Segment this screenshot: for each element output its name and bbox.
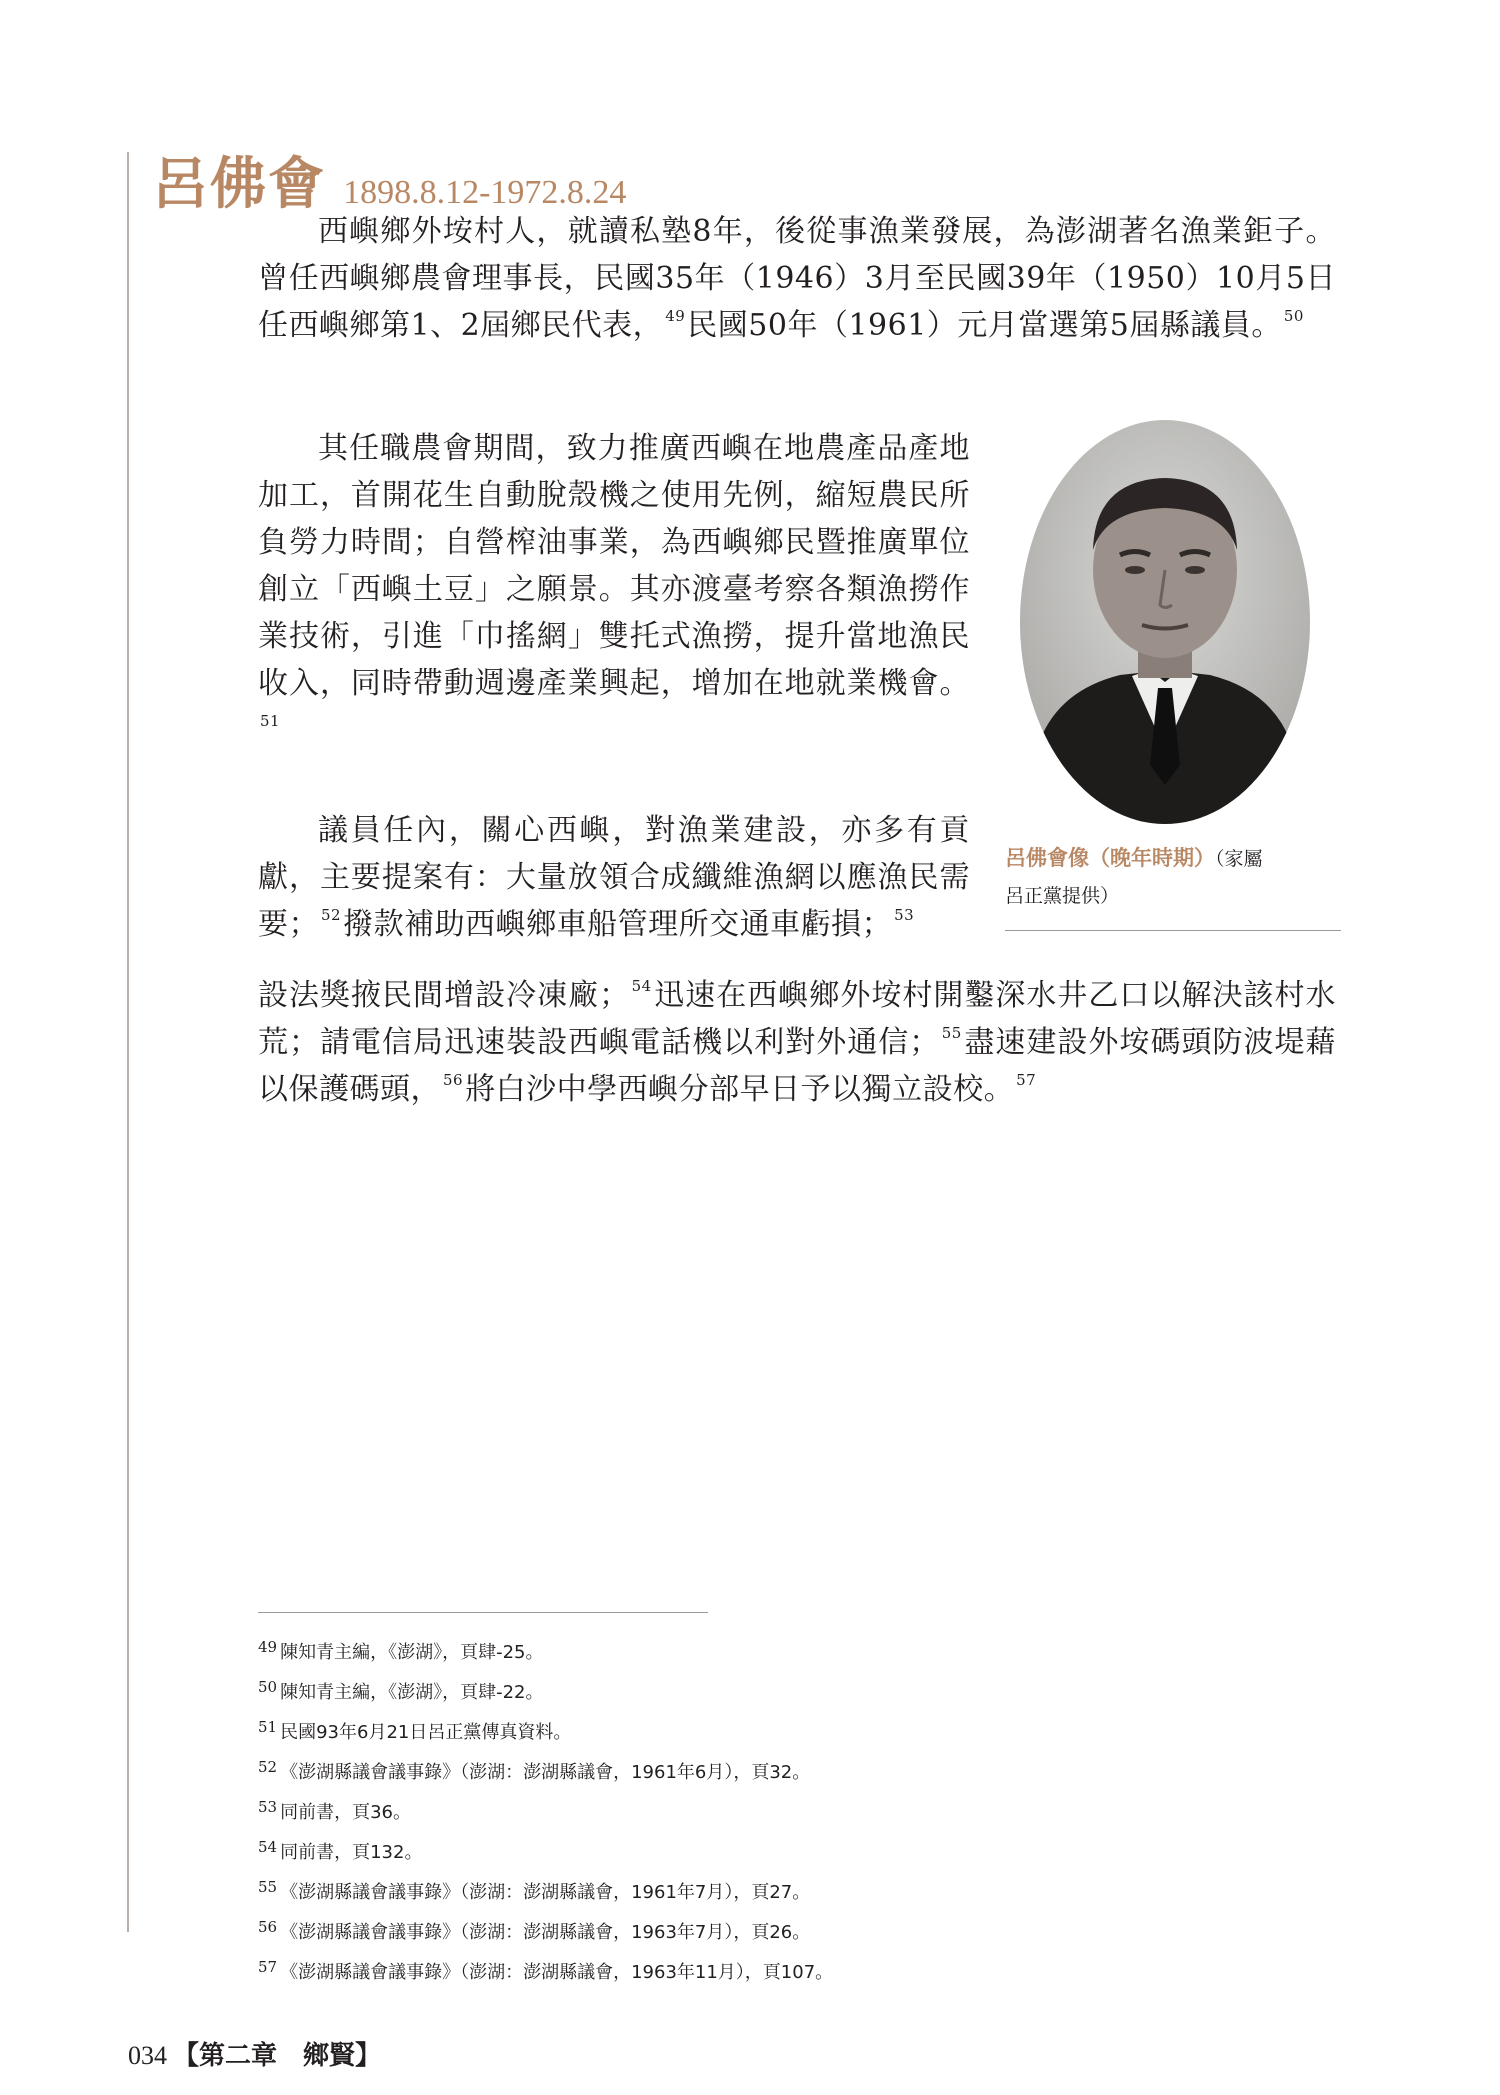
life-dates: 1898.8.12-1972.8.24 <box>343 174 627 211</box>
caption-title: 呂佛會像（晚年時期） <box>1005 846 1215 870</box>
footnote-text: 《澎湖縣議會議事錄》（澎湖：澎湖縣議會，1963年7月），頁26。 <box>280 1922 811 1943</box>
caption-divider <box>1005 930 1341 931</box>
footnote-item <box>258 1950 1158 1990</box>
footnote-text: 同前書，頁132。 <box>280 1842 423 1863</box>
footnote-item <box>258 1750 1158 1790</box>
footnote-item <box>258 1910 1158 1950</box>
footnote-ref[interactable]: 49 <box>665 307 686 325</box>
portrait-illustration <box>1020 420 1310 825</box>
paragraph-3-start <box>258 807 970 948</box>
paragraph-text: 將白沙中學西嶼分部早日予以獨立設校。 <box>465 1072 1015 1107</box>
footnote-number: 51 <box>258 1718 278 1736</box>
footnote-item <box>258 1870 1158 1910</box>
caption-credit-cont: 呂正黨提供） <box>1005 885 1120 907</box>
footnote-ref[interactable]: 54 <box>631 977 652 995</box>
paragraph-text: 議員任內，關心西嶼，對漁業建設，亦多有貢獻，主要提案有：大量放領合成纖維漁網以應漁民需要； <box>258 813 970 942</box>
footnote-text: 民國93年6月21日呂正黨傳真資料。 <box>280 1722 572 1743</box>
portrait-photo <box>1020 420 1310 825</box>
paragraph-text: 撥款補助西嶼鄉車船管理所交通車虧損； <box>343 907 893 942</box>
footnote-number: 50 <box>258 1678 278 1696</box>
footnote-ref[interactable]: 50 <box>1283 307 1304 325</box>
footnote-divider <box>258 1612 708 1613</box>
caption-credit: （家屬 <box>1215 848 1263 870</box>
paragraph-2 <box>258 425 970 754</box>
footnote-text: 《澎湖縣議會議事錄》（澎湖：澎湖縣議會，1961年7月），頁27。 <box>280 1882 811 1903</box>
footnote-text: 《澎湖縣議會議事錄》（澎湖：澎湖縣議會，1961年6月），頁32。 <box>280 1762 811 1783</box>
footnote-number: 54 <box>258 1838 278 1856</box>
footnote-item <box>258 1670 1158 1710</box>
paragraph-text: 其任職農會期間，致力推廣西嶼在地農產品產地加工，首開花生自動脫殼機之使用先例，縮短農民所負勞力時間；自營榨油事業，為西嶼鄉民暨推廣單位創立「西嶼土豆」之願景。其亦渡臺考察各類漁撈作業技術，引進「巾搖網」雙托式漁撈，提升當地漁民收入，同時帶動週邊產業興起，增加在地就業機會。 <box>258 431 970 701</box>
footnote-number: 55 <box>258 1878 278 1896</box>
footnote-list <box>258 1630 1158 1990</box>
page-footer <box>128 2035 381 2072</box>
footnote-text: 《澎湖縣議會議事錄》（澎湖：澎湖縣議會，1963年11月），頁107。 <box>280 1962 834 1983</box>
footnote-number: 49 <box>258 1638 278 1656</box>
paragraph-3-end <box>258 972 1336 1113</box>
footnote-item <box>258 1790 1158 1830</box>
person-name: 呂佛會 <box>152 151 326 217</box>
paragraph-text: 民國50年（1961）元月當選第5屆縣議員。 <box>687 308 1282 343</box>
photo-caption <box>1005 840 1335 914</box>
margin-rule <box>127 152 129 1932</box>
page-number: 034 <box>128 2041 167 2070</box>
footnote-item <box>258 1630 1158 1670</box>
footnote-text: 陳知青主編，《澎湖》，頁肆-22。 <box>280 1682 544 1703</box>
footnote-number: 53 <box>258 1798 278 1816</box>
footnote-ref[interactable]: 55 <box>941 1024 962 1042</box>
footnote-text: 陳知青主編，《澎湖》，頁肆-25。 <box>280 1642 544 1663</box>
footnote-ref[interactable]: 52 <box>321 906 342 924</box>
footnote-number: 57 <box>258 1958 278 1976</box>
footnote-ref[interactable]: 56 <box>443 1071 464 1089</box>
footnote-ref[interactable]: 57 <box>1016 1071 1037 1089</box>
paragraph-text: 盡速建設外垵碼頭防波堤藉以保護碼頭， <box>258 1025 1337 1107</box>
footnote-ref[interactable]: 51 <box>260 712 281 730</box>
paragraph-1 <box>258 208 1336 349</box>
footnote-number: 56 <box>258 1918 278 1936</box>
paragraph-text: 迅速在西嶼鄉外垵村開鑿深水井乙口以解決該村水荒；請電信局迅速裝設西嶼電話機以利對外通信； <box>258 978 1337 1060</box>
footnote-item <box>258 1830 1158 1870</box>
footnote-text: 同前書，頁36。 <box>280 1802 411 1823</box>
footnote-item <box>258 1710 1158 1750</box>
footnote-number: 52 <box>258 1758 278 1776</box>
footnote-ref[interactable]: 53 <box>894 906 915 924</box>
paragraph-text: 西嶼鄉外垵村人，就讀私塾8年，後從事漁業發展，為澎湖著名漁業鉅子。曾任西嶼鄉農會理事長，民國35年（1946）3月至民國39年（1950）10月5日任西嶼鄉第1、2屆鄉民代表， <box>258 214 1336 343</box>
paragraph-text: 設法獎掖民間增設冷凍廠； <box>258 978 630 1013</box>
chapter-label: 【第二章 鄉賢】 <box>173 2041 382 2071</box>
